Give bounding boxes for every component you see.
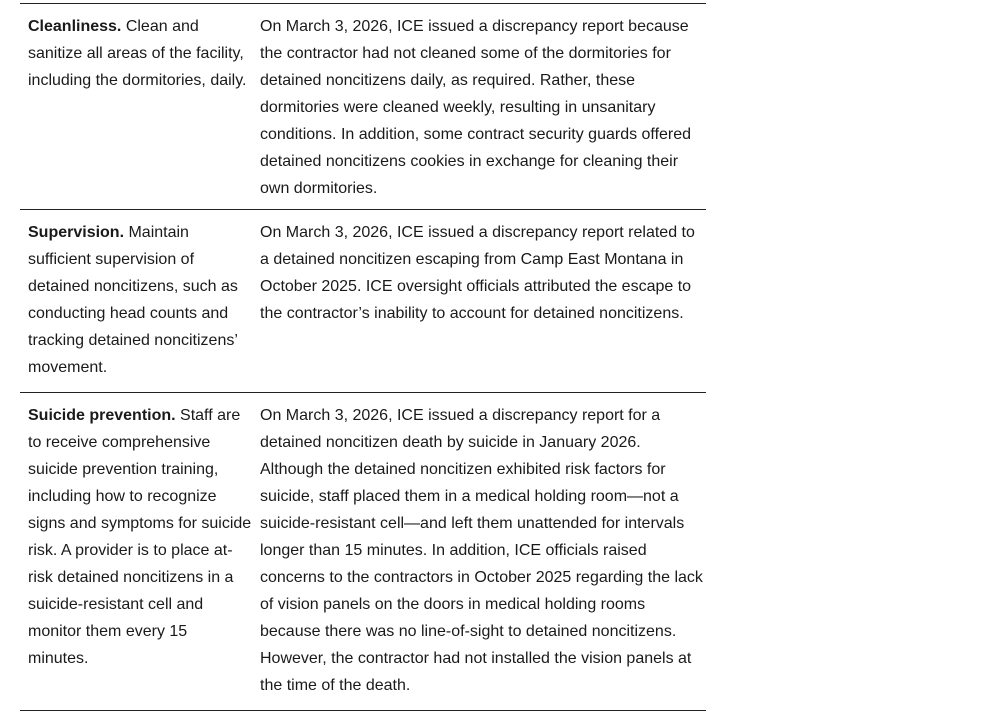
finding-cell: On March 3, 2026, ICE issued a discrepancy report for a detained noncitizen death by suicide in January 2026. Although the detained noncitizen exhibited risk factors for suicide, staff placed them in a medical holding room—not a suicide-resistant cell—and left them unattended for intervals longer than 15 minutes. In addition, ICE officials raised concerns to the contractors in October 2025 regarding the lack of vision panels on the doors in medical holding rooms because there was no line-of-sight to detained noncitizens. However, the contractor had not installed the vision panels at the time of the death. [260, 407, 703, 694]
finding-cell: On March 3, 2026, ICE issued a discrepancy report related to a detained noncitizen escaping from Camp East Montana in October 2025. ICE oversight officials attributed the escape to the contractor’s inability to account for detained noncitizens. [260, 224, 695, 322]
requirement-label: Supervision. [28, 224, 125, 241]
requirements-table [20, 3, 706, 711]
requirement-cell [20, 4, 252, 209]
requirement-text: Staff are to receive comprehensive suicide prevention training, including how to recognize signs and symptoms for suicide risk. A provider is to place at-risk detained noncitizens in a suicide-resistant cell and monitor them every 15 minutes. [28, 407, 252, 667]
table-row-supervision [20, 210, 706, 393]
requirement-label: Suicide prevention. [28, 407, 176, 424]
requirement-text: Maintain sufficient supervision of detained noncitizens, such as conducting head counts and tracking detained noncitizens’ movement. [28, 224, 238, 376]
table-row-cleanliness [20, 4, 706, 210]
requirement-cell [20, 393, 252, 710]
requirement-label: Cleanliness. [28, 18, 122, 35]
requirement-text: Clean and sanitize all areas of the facility, including the dormitories, daily. [28, 18, 247, 89]
table-row-suicide-prevention [20, 393, 706, 711]
finding-cell: On March 3, 2026, ICE issued a discrepancy report because the contractor had not cleaned some of the dormitories for detained noncitizens daily, as required. Rather, these dormitories were cleaned weekly, resulting in unsanitary conditions. In addition, some contract security guards offered detained noncitizens cookies in exchange for cleaning their own dormitories. [260, 18, 692, 197]
requirement-cell [20, 210, 252, 392]
